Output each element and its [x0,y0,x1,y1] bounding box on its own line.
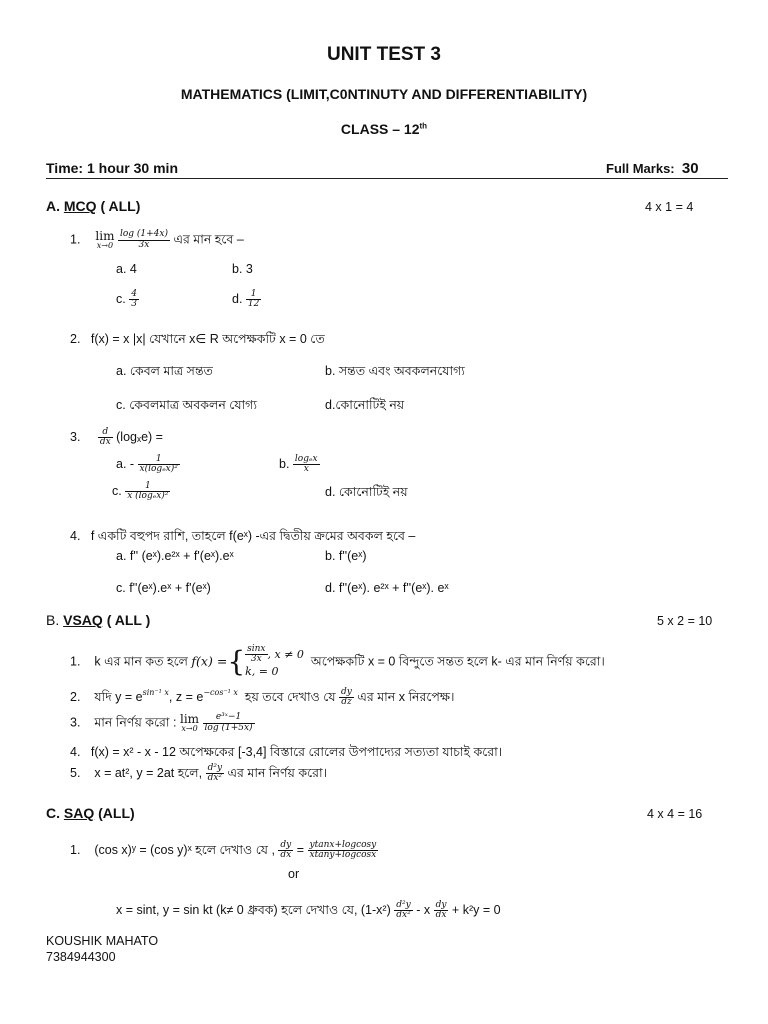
option-a4-d: d. f''(eˣ). e²ˣ + f''(eˣ). eˣ [325,581,449,595]
question-a1: 1. lim x→0 $\frac{\log (1+4x)}{3x}$ এর মান হবে – [70,229,244,250]
cases-brace: { [227,645,246,679]
option-a2-c: c. কেবলমাত্র অবকলন যোগ্য [116,398,257,412]
question-a4: 4. f একটি বহুপদ রাশি, তাহলে f(eˣ) -এর দ্বিতীয় ক্রমের অবকল হবে – [70,529,416,543]
time-label: Time: 1 hour 30 min [46,160,178,176]
section-c-marks: 4 x 4 = 16 [647,807,703,821]
option-a3-a: a. - $\frac{1}{\text{x(logₑx)²}}$ [116,454,178,475]
option-a1-c: c. $\frac{4}{3}$ [116,289,137,310]
section-c-heading: C. SAQ (ALL) [46,805,135,821]
question-b1: 1. k এর মান কত হলে f(x) ={ $\frac{\sin x}{3x}$ , x ≠ 0 k, = 0 অপেক্ষকটি x = 0 বিন্দুতে সন্তত হলে k- এর মান নির্ণয় করো। [70,644,605,679]
option-a1-a: a. 4 [116,262,137,276]
option-a3-d: d. কোনোটিই নয় [325,485,408,499]
header-divider [46,178,728,179]
section-a-marks: 4 x 1 = 4 [645,200,694,214]
question-c1-alternative: x = sint, y = sin kt (k≠ 0 ধ্রুবক) হলে দেখাও যে, (1-x²) $\frac{\text{d²y}}{\text{dx²}}$ - x $\frac{dy}{dx}$ + k²y = 0 [116,900,501,921]
question-c1: 1. (cos x)ʸ = (cos y)ˣ হলে দেখাও যে , $\frac{dy}{dx}$ = $\frac{\text{ytanx+logcosy}}{\text{xtany+logcosx}}$ [70,840,377,861]
option-a2-a: a. কেবল মাত্র সন্তত [116,364,213,378]
author-phone: 7384944300 [46,950,116,964]
question-a2: 2. f(x) = x |x| যেখানে x∈ R অপেক্ষকটি x = 0 তে [70,332,325,346]
option-a2-d: d.কোনোটিই নয় [325,398,405,412]
section-b-marks: 5 x 2 = 10 [657,614,713,628]
option-a1-b: b. 3 [232,262,253,276]
limit-expression: lim x→0 [95,229,115,250]
full-marks: Full Marks: 30 [606,160,699,177]
section-b-heading: B. VSAQ ( ALL ) [46,612,151,628]
or-label: or [288,867,300,881]
option-a3-b: b. $\frac{\text{logₑx}}{x}$ [279,454,318,475]
option-a4-a: a. f'' (eˣ).e²ˣ + f'(eˣ).eˣ [116,549,234,563]
page-title: UNIT TEST 3 [326,44,441,65]
question-b2: 2. যদি $y = e^{sin^{-1} x}$, $z = e^{-cos^{-1} x}$ হয় তবে দেখাও যে $\frac{dy}{dz}$ এর মান x নিরপেক্ষ। [70,687,455,708]
author-name: KOUSHIK MAHATO [46,934,159,948]
page-subtitle: MATHEMATICS (LIMIT,C0NTINUTY AND DIFFERENTIABILITY) [180,86,588,102]
section-a-heading: A. MCQ ( ALL) [46,198,141,214]
option-a3-c: c. $\frac{1}{\text{x (logₑx)²}}$ [112,481,169,502]
class-label: CLASS – 12th [340,121,428,137]
option-a4-c: c. f''(eˣ).eˣ + f'(eˣ) [116,581,211,595]
question-b5: 5. x = at², y = 2at হলে, $\frac{\text{d²y}}{\text{dx²}}$ এর মান নির্ণয় করো। [70,763,328,784]
question-b4: 4. f(x) = x² - x - 12 অপেক্ষকের [-3,4] বিস্তারে রোলের উপপাদ্যের সত্যতা যাচাই করো। [70,745,503,759]
option-a2-b: b. সন্তত এবং অবকলনযোগ্য [325,364,465,378]
option-a1-d: d. $\frac{1}{12}$ [232,289,260,310]
question-a3: 3. $\frac{d}{dx}$ (logₓe) = [70,427,163,448]
option-a4-b: b. f''(eˣ) [325,549,367,563]
question-b3: 3. মান নির্ণয় করো : lim x→0 $\frac{\text{e³ˣ−1}}{\log (1+5x)}$ [70,712,253,733]
piecewise-cases: $\frac{\sin x}{3x}$ , x ≠ 0 k, = 0 [245,644,304,678]
